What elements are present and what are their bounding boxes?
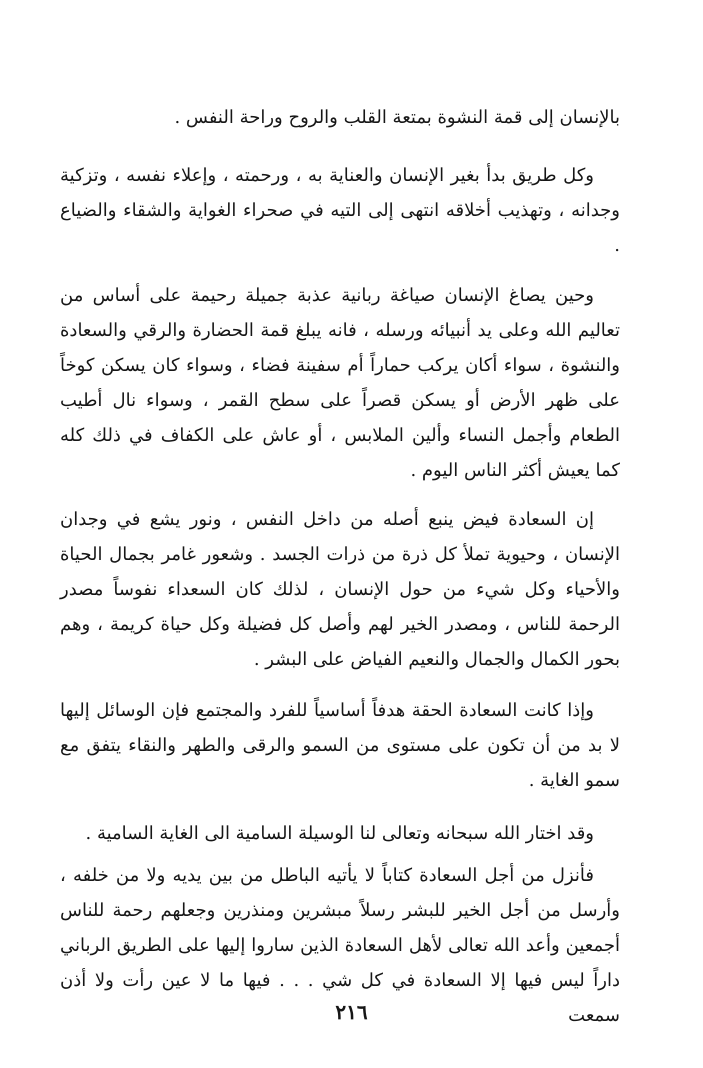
paragraph-3: وحين يصاغ الإنسان صياغة ربانية عذبة جميلة رحيمة على أساس من تعاليم الله وعلى يد أنبيائه ورسله ، فانه يبلغ قمة الحضارة والرقي والسعادة والنشوة ، سواء أكان يركب حماراً أم سفينة فضاء ، وسواء كان يسكن كوخاً على ظهر الأرض أو يسكن قصراً على سطح القمر ، وسواء نال أطيب الطعام وأجمل النساء وألين الملابس ، أو عاش على الكفاف في ذلك كله كما يعيش أكثر الناس اليوم . xyxy=(60,285,620,481)
paragraph-7: فأنزل من أجل السعادة كتاباً لا يأتيه الباطل من بين يديه ولا من خلفه ، وأرسل من أجل الخير للبشر رسلاً مبشرين ومنذرين وجعلهم رحمة للناس أجمعين وأعد الله تعالى لأهل السعادة الذين ساروا إليها على الطريق الرباني داراً ليس فيها إلا السعادة في كل شي . . . فيها ما لا عين رأت ولا أذن سمعت xyxy=(60,865,620,1026)
paragraph-6: وقد اختار الله سبحانه وتعالى لنا الوسيلة السامية الى الغاية السامية . xyxy=(85,823,594,844)
paragraph-5: وإذا كانت السعادة الحقة هدفاً أساسياً للفرد والمجتمع فإن الوسائل إليها لا بد من أن تكون على مستوى من السمو والرقى والطهر والنقاء يتفق مع سمو الغاية . xyxy=(60,700,620,791)
paragraph-2: وكل طريق بدأ بغير الإنسان والعناية به ، ورحمته ، وإعلاء نفسه ، وتزكية وجدانه ، وتهذيب أخلاقه انتهى إلى التيه في صحراء الغواية والشقاء والضياع . xyxy=(60,165,620,256)
page-number: ٢١٦ xyxy=(335,1000,368,1024)
paragraph-4: إن السعادة فيض ينبع أصله من داخل النفس ، ونور يشع في وجدان الإنسان ، وحيوية تملأ كل ذرة من ذرات الجسد . وشعور غامر بجمال الحياة والأحياء وكل شيء من حول الإنسان ، لذلك كان السعداء نفوساً مصدر الرحمة للناس ، ومصدر الخير لهم وأصل كل فضيلة وكل حياة كريمة ، وهم بحور الكمال والجمال والنعيم الفياض على البشر . xyxy=(60,509,620,670)
paragraph-1: بالإنسان إلى قمة النشوة بمتعة القلب والروح وراحة النفس . xyxy=(174,107,620,128)
